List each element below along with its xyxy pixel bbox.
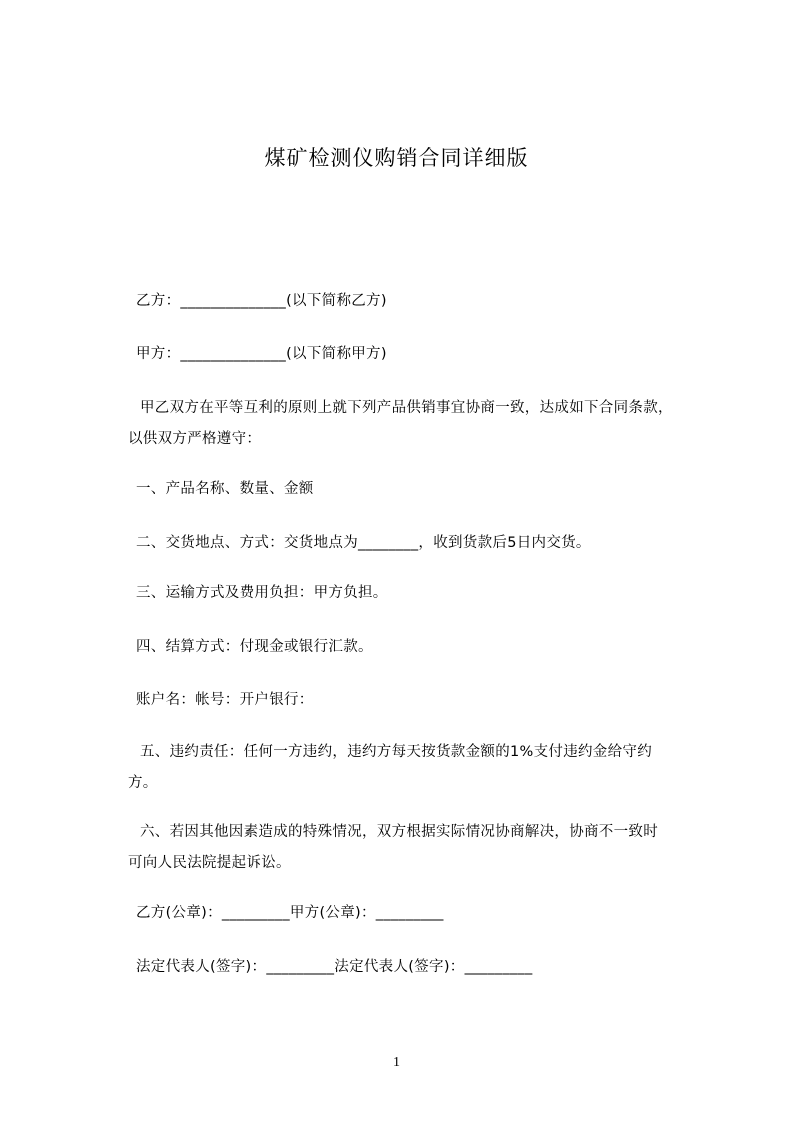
page-number: 1 [393, 1055, 400, 1070]
clause-2: 二、交货地点、方式：交货地点为________，收到货款后5日内交货。 [136, 535, 591, 551]
intro-paragraph [128, 393, 716, 455]
document-title: 煤矿检测仪购销合同详细版 [264, 146, 529, 170]
clause-3: 三、运输方式及费用负担：甲方负担。 [136, 585, 388, 601]
clause-5-line-2: 方。 [128, 775, 158, 791]
clause-5-line-1: 五、违约责任：任何一方违约，违约方每天按货款金额的1%支付违约金给守约 [140, 744, 652, 760]
party-a-line: 甲方：______________(以下简称甲方) [136, 346, 387, 362]
clause-6-line-2: 可向人民法院提起诉讼。 [128, 855, 291, 871]
intro-line-1: 甲乙双方在平等互利的原则上就下列产品供销事宜协商一致，达成如下合同条款， [140, 400, 673, 416]
party-b-line: 乙方：______________(以下简称乙方) [136, 293, 387, 309]
clause-6-line-1: 六、若因其他因素造成的特殊情况，双方根据实际情况协商解决，协商不一致时 [140, 824, 658, 840]
account-line: 账户名：帐号：开户银行： [136, 692, 314, 708]
seal-line: 乙方(公章)：_________甲方(公章)：_________ [136, 905, 444, 921]
clause-5-paragraph [128, 737, 716, 799]
intro-line-2: 以供双方严格遵守： [128, 431, 262, 447]
clause-6-paragraph [128, 817, 716, 879]
clause-4: 四、结算方式：付现金或银行汇款。 [136, 639, 373, 655]
clause-1: 一、产品名称、数量、金额 [136, 481, 314, 497]
signature-line: 法定代表人(签字)：_________法定代表人(签字)：_________ [136, 959, 533, 975]
